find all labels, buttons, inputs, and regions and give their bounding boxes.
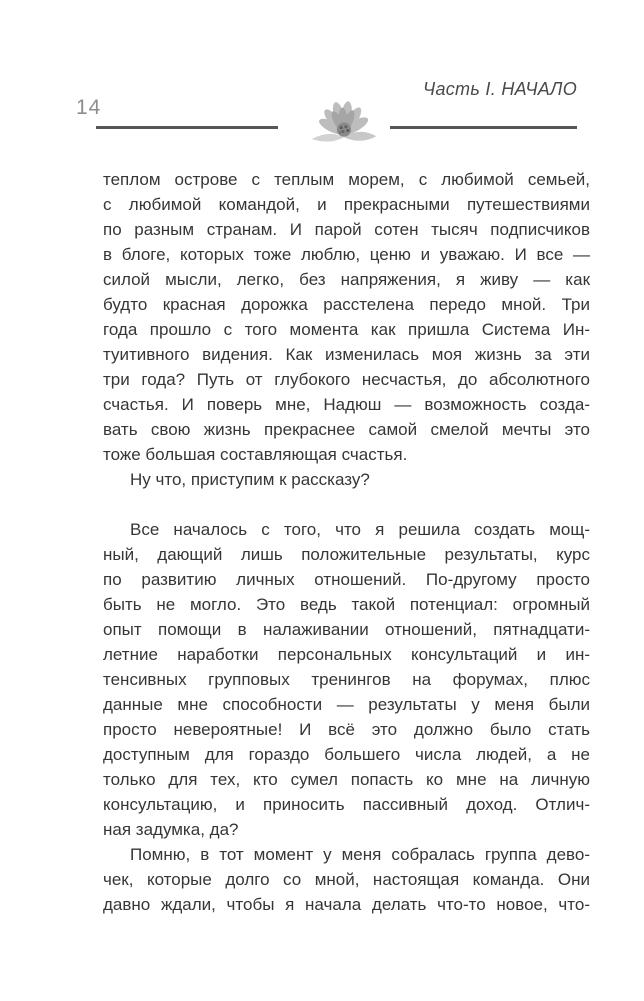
- text-line: доступным для гораздо большего числа людей, а не: [103, 745, 590, 764]
- text-line: туитивного видения. Как изменилась моя жизнь за эти: [103, 345, 590, 364]
- text-line: вать свою жизнь прекраснее самой смелой мечты это: [103, 420, 590, 439]
- text-line: с любимой командой, и прекрасными путешествиями: [103, 195, 590, 214]
- text-line: счастья. И поверь мне, Надюш — возможность созда-: [103, 395, 590, 414]
- text-line: тоже большая составляющая счастья.: [103, 445, 408, 464]
- text-line: в блоге, которых тоже люблю, ценю и уважаю. И все —: [103, 245, 590, 264]
- text-line: Ну что, приступим к рассказу?: [130, 470, 370, 489]
- body-text: [103, 167, 590, 917]
- header-rule-left: [96, 126, 278, 129]
- text-line: года прошло с того момента как пришла Система Ин-: [103, 320, 590, 339]
- page-number: 14: [76, 96, 102, 119]
- text-line: три года? Путь от глубокого несчастья, до абсолютного: [103, 370, 590, 389]
- running-head: Часть I. НАЧАЛО: [423, 79, 577, 99]
- text-line: быть не могло. Это ведь такой потенциал: огромный: [103, 595, 590, 614]
- text-line: будто красная дорожка расстелена передо мной. Три: [103, 295, 590, 314]
- header-rule-right: [390, 126, 577, 129]
- text-line: давно ждали, чтобы я начала делать что-то новое, что-: [103, 895, 590, 914]
- text-line: по развитию личных отношений. По-другому просто: [103, 570, 590, 589]
- text-line: консультацию, и приносить пассивный доход. Отлич-: [103, 795, 590, 814]
- blank-line: [103, 492, 590, 517]
- text-line: силой мысли, легко, без напряжения, я живу — как: [103, 270, 590, 289]
- text-line: по разным странам. И парой сотен тысяч подписчиков: [103, 220, 590, 239]
- text-line: летние наработки персональных консультаций и ин-: [103, 645, 590, 664]
- text-line: Помню, в тот момент у меня собралась группа дево-: [130, 845, 590, 864]
- text-line: ная задумка, да?: [103, 820, 239, 839]
- text-line: данные мне способности — результаты у меня были: [103, 695, 590, 714]
- lotus-flower-icon: [306, 94, 382, 150]
- text-line: ный, дающий лишь положительные результаты, курс: [103, 545, 590, 564]
- text-line: опыт помощи в налаживании отношений, пятнадцати-: [103, 620, 590, 639]
- text-line: Все началось с того, что я решила создать мощ-: [130, 520, 590, 539]
- text-line: тенсивных групповых тренингов на форумах, плюс: [103, 670, 590, 689]
- text-line: чек, которые долго со мной, настоящая команда. Они: [103, 870, 590, 889]
- text-line: только для тех, кто сумел попасть ко мне на личную: [103, 770, 590, 789]
- text-line: теплом острове с теплым морем, с любимой семьей,: [103, 170, 590, 189]
- text-line: просто невероятные! И всё это должно было стать: [103, 720, 590, 739]
